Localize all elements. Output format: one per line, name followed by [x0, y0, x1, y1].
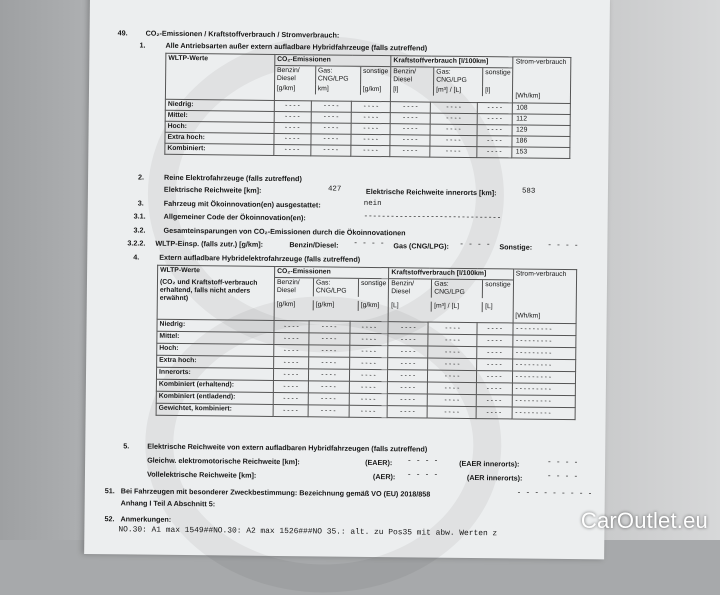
table2-cell-dash: - - - - — [349, 357, 388, 369]
table1-fuel-group — [390, 56, 513, 103]
section-3-2-number: 3.2. — [133, 225, 146, 235]
table2-cell-dash: - - - - — [428, 322, 477, 335]
table2-cell-dash: - - - - — [350, 321, 389, 333]
table1-cell-dash: - - - - — [430, 146, 477, 157]
section-51-number: 51. — [104, 486, 115, 496]
table1-header-fuel: Kraftstoffverbrauch [l/100km] — [391, 56, 512, 68]
table1-cell-dash: - - - - — [390, 146, 430, 157]
table2-cell-strom: - - - - - - - - - — [512, 347, 575, 360]
oekoinnovation-code-value: ------------------------------- — [363, 212, 502, 223]
table2-cell-dash: - - - - — [309, 321, 350, 333]
table2-cell-dash: - - - - — [273, 404, 308, 416]
table2-cell-dash: - - - - — [349, 393, 388, 405]
table2-header-sonstige: sonstige — [360, 279, 387, 288]
table1-cell-dash: - - - - — [430, 102, 477, 113]
section-49-number: 49. — [117, 28, 128, 38]
table2-header-fuel-benzin: Benzin/ Diesel — [389, 279, 432, 297]
einsp-gas-value: - - - - — [459, 240, 491, 250]
table1-cell-dash: - - - - — [310, 134, 351, 145]
table2-header-fuel: Kraftstoffverbrauch [l/100km] — [389, 268, 512, 280]
table2-cell-dash: - - - - — [274, 320, 309, 332]
table1-cell-dash: - - - - — [310, 145, 351, 156]
vollelektrische-reichweite-label: Vollelektrische Reichweite [km]: — [146, 469, 257, 480]
table2-cell-dash: - - - - — [308, 357, 349, 369]
table2-cell-dash: - - - - — [476, 407, 512, 419]
section-3-number: 3. — [137, 198, 144, 208]
table1-cell-dash: - - - - — [311, 112, 352, 123]
table2-header-strom: Strom-verbrauch — [515, 270, 567, 279]
section-49-title: CO₂-Emissionen / Kraftstoffverbrauch / Stromverbrauch: — [145, 28, 340, 40]
table2-cell-dash: - - - - — [349, 381, 388, 393]
table2-cell-dash: - - - - — [477, 335, 513, 347]
table1-row-label: Hoch: — [165, 121, 274, 133]
table2-header-co2: CO₂-Emissionen — [275, 267, 388, 279]
table1-cell-dash: - - - - — [430, 135, 477, 146]
reichweite-innerorts-value: 583 — [521, 187, 536, 196]
section-4-number: 4. — [133, 252, 140, 262]
table1-cell-dash: - - - - — [390, 135, 430, 146]
table2-cell-dash: - - - - — [349, 405, 388, 417]
table2-row-label: Niedrig: — [157, 319, 274, 332]
table2-cell-dash: - - - - — [273, 380, 308, 392]
wltp-einsp-label: WLTP-Einsp. (falls zutr.) [g/km]: — [155, 238, 264, 249]
table2-cell-strom: - - - - - - - - - — [512, 359, 575, 372]
subsection-1-number: 1. — [139, 40, 146, 50]
table1-cell-dash: - - - - — [476, 147, 512, 158]
section-5-title: Elektrische Reichweite von extern aufladbaren Hybridfahrzeugen (falls zutreffend) — [147, 441, 428, 454]
table2-fuel-group — [388, 268, 513, 323]
eaer-label: (EAER): — [365, 457, 393, 468]
table1-cell-dash: - - - - — [351, 134, 390, 145]
section-4-title: Extern aufladbare Hybridelektrofahrzeuge (falls zutreffend) — [159, 252, 361, 264]
table2-cell-dash: - - - - — [428, 370, 477, 383]
table1-unit-strom: [Wh/km] — [515, 92, 541, 100]
section-52-text: NO.30: A1 max 1549##NO.30: A2 max 1526###NO 35.: alt. zu Pos35 mit abw. Werten z — [118, 525, 498, 539]
eaer-innerorts-value: - - - - — [547, 458, 579, 468]
table2-unit-co2-gas: [g/km] — [314, 300, 359, 310]
table1-header-fuel-sonstige: sonstige — [485, 69, 511, 77]
table2-header-gas: Gas: CNG/LPG — [314, 278, 359, 296]
background-right — [600, 0, 720, 540]
table1-cell-dash: - - - - — [311, 123, 352, 134]
table1-cell-dash: - - - - — [274, 133, 311, 144]
eaer-value: - - - - — [407, 457, 439, 466]
table1-cell-dash: - - - - — [476, 136, 512, 147]
caroutlet-logo: CarOutlet.eu — [580, 508, 708, 533]
table1-cell-dash: - - - - — [351, 145, 390, 156]
table2-unit-co2-sonstige: [g/km] — [360, 301, 380, 310]
section-51-value: - - - - - - - - - — [516, 489, 593, 499]
table2-unit-co2-benzin: [g/km] — [275, 300, 314, 310]
table1-header-wltp: WLTP-Werte — [165, 53, 274, 100]
gesamteinsparungen-label: Gesamteinsparungen von CO₂-Emissionen durch die Ökoinnovationen — [163, 225, 406, 238]
table2-cell-dash: - - - - — [428, 358, 477, 371]
table2-row-label: Kombiniert (erhaltend): — [156, 379, 273, 392]
table2-strom-header-cell — [513, 269, 577, 324]
table2-cell-dash: - - - - — [388, 358, 428, 370]
table1-unit-co2-benzin: [g/km] — [275, 84, 316, 94]
subsection-1-title: Alle Antriebsarten außer extern aufladbare Hybridfahrzeuge (falls zutreffend) — [165, 40, 428, 53]
table1-cell-dash: - - - - — [351, 123, 390, 134]
section-52-title: Anmerkungen: — [120, 514, 172, 524]
table1-cell-strom: 153 — [512, 147, 570, 159]
table2-row-label: Innerorts: — [156, 367, 273, 380]
oekoinnovation-label: Fahrzeug mit Ökoinnovation(en) ausgestattet: — [163, 198, 321, 210]
table2-cell-strom: - - - - - - - - - — [513, 323, 576, 336]
section-2-number: 2. — [138, 172, 145, 182]
table2-cell-dash: - - - - — [308, 369, 349, 381]
table2-cell-dash: - - - - — [388, 322, 428, 334]
reichweite-label: Elektrische Reichweite [km]: — [163, 184, 262, 195]
wltp-table-2 — [156, 265, 578, 420]
table1-header-benzin: Benzin/ Diesel — [275, 66, 316, 84]
table2-cell-dash: - - - - — [349, 369, 388, 381]
section-3-1-number: 3.1. — [133, 211, 146, 221]
table2-cell-dash: - - - - — [428, 382, 477, 395]
table1-cell-dash: - - - - — [274, 100, 311, 111]
table1-cell-dash: - - - - — [274, 111, 311, 122]
table2-row-label: Gewichtet, kombiniert: — [156, 403, 273, 416]
table1-header-fuel-gas: Gas: CNG/LPG — [434, 68, 483, 87]
table2-cell-dash: - - - - — [349, 333, 388, 345]
table2-cell-dash: - - - - — [477, 347, 513, 359]
table2-header-benzin: Benzin/ Diesel — [275, 278, 314, 296]
table2-cell-dash: - - - - — [388, 346, 428, 358]
table2-cell-dash: - - - - — [477, 323, 513, 335]
table1-cell-dash: - - - - — [430, 113, 477, 124]
table1-co2-group — [274, 54, 391, 101]
table1-cell-dash: - - - - — [352, 101, 391, 112]
table1-cell-dash: - - - - — [477, 114, 513, 125]
table2-header-note: (CO₂ und Kraftstoff-verbrauch erhaltend, falls nicht anders erwähnt) — [159, 278, 258, 303]
section-51-text2: Anhang I Teil A Abschnitt 5: — [120, 498, 216, 509]
table2-cell-dash: - - - - — [388, 382, 428, 394]
table2-cell-dash: - - - - — [428, 334, 477, 347]
table1-unit-co2-gas: km] — [316, 84, 361, 94]
section-5-number: 5. — [123, 441, 130, 451]
table2-co2-group — [274, 266, 389, 321]
table2-row-label: Hoch: — [157, 343, 274, 356]
table1-header-co2: CO₂-Emissionen — [275, 55, 390, 67]
table2-cell-dash: - - - - — [308, 381, 349, 393]
table1-unit-fuel-gas: [m³] / [L] — [434, 86, 483, 97]
table2-cell-strom: - - - - - - - - - — [512, 395, 575, 408]
table1-cell-dash: - - - - — [274, 144, 311, 155]
einsp-sonstige-value: - - - - — [547, 241, 579, 251]
table2-header-wltp-cell — [157, 265, 275, 320]
table1-cell-dash: - - - - — [430, 124, 477, 135]
table1-cell-dash: - - - - — [311, 101, 352, 112]
table2-cell-dash: - - - - — [273, 392, 308, 404]
eaer-innerorts-label: (EAER innerorts): — [459, 458, 520, 469]
gleichw-reichweite-label: Gleichw. elektromotorische Reichweite [km]: — [147, 455, 300, 467]
table2-header-fuel-gas: Gas: CNG/LPG — [432, 280, 483, 299]
table2-cell-dash: - - - - — [388, 334, 428, 346]
table1-cell-dash: - - - - — [390, 113, 430, 124]
section-51-text: Bei Fahrzeugen mit besonderer Zweckbestimmung: Bezeichnung gemäß VO (EU) 2018/858 — [120, 486, 431, 499]
table1-header-fuel-benzin: Benzin/ Diesel — [391, 67, 434, 85]
section-52-number: 52. — [104, 514, 115, 524]
table2-cell-dash: - - - - — [273, 368, 308, 380]
aer-innerorts-label: (AER innerorts): — [466, 472, 523, 483]
table2-cell-dash: - - - - — [387, 406, 427, 418]
table2-cell-dash: - - - - — [476, 383, 512, 395]
table2-row-label: Kombiniert (entladend): — [156, 391, 273, 404]
reichweite-innerorts-label: Elektrische Reichweite innerorts [km]: — [365, 186, 497, 198]
oekoinnovation-value: nein — [363, 199, 382, 209]
table2-unit-fuel-sonstige: [L] — [485, 303, 493, 311]
table2-cell-dash: - - - - — [476, 359, 512, 371]
einsp-gas-label: Gas (CNG/LPG): — [393, 241, 449, 251]
table1-cell-dash: - - - - — [351, 112, 390, 123]
section-2-title: Reine Elektrofahrzeuge (falls zutreffend) — [164, 172, 302, 184]
einsp-benzin-value: - - - - — [353, 239, 385, 249]
table2-cell-dash: - - - - — [274, 344, 309, 356]
table1-unit-fuel-sonstige: [l] — [485, 87, 491, 95]
table2-cell-strom: - - - - - - - - - — [512, 383, 575, 396]
table1-cell-strom: 129 — [512, 125, 570, 137]
table2-cell-dash: - - - - — [476, 395, 512, 407]
table2-unit-strom: [Wh/km] — [515, 312, 541, 320]
reichweite-value: 427 — [327, 185, 342, 194]
table2-cell-dash: - - - - — [427, 406, 476, 419]
table1-cell-strom: 186 — [512, 136, 570, 148]
table1-cell-dash: - - - - — [274, 122, 311, 133]
table2-cell-strom: - - - - - - - - - — [512, 371, 575, 384]
table1-header-gas: Gas: CNG/LPG — [316, 66, 361, 84]
table2-cell-dash: - - - - — [388, 370, 428, 382]
table2-cell-strom: - - - - - - - - - — [512, 335, 575, 348]
table1-unit-co2-sonstige: [g/km] — [362, 85, 382, 94]
table2-row-label: Mittel: — [157, 331, 274, 344]
table1-cell-dash: - - - - — [477, 125, 513, 136]
aer-innerorts-value: - - - - — [546, 472, 579, 482]
table2-cell-dash: - - - - — [308, 405, 349, 417]
table1-cell-dash: - - - - — [390, 124, 430, 135]
table2-cell-dash: - - - - — [308, 345, 349, 357]
table1-header-sonstige: sonstige — [362, 67, 389, 76]
section-3-2-2-number: 3.2.2. — [127, 238, 146, 248]
einsp-sonstige-label: Sonstige: — [499, 242, 533, 252]
table2-cell-dash: - - - - — [388, 394, 428, 406]
table1-strom-header-cell — [513, 57, 571, 104]
table2-cell-dash: - - - - — [428, 394, 477, 407]
table1-row-label: Kombiniert: — [165, 143, 274, 155]
table2-row-label: Extra hoch: — [157, 355, 274, 368]
table2-header-fuel-sonstige: sonstige — [485, 281, 511, 289]
wltp-table-1 — [164, 53, 571, 159]
table2-cell-dash: - - - - — [349, 345, 388, 357]
table2-unit-fuel-gas: [m³] / [L] — [432, 302, 483, 313]
table1-row-label: Extra hoch: — [165, 132, 274, 144]
table2-cell-strom: - - - - - - - - - — [512, 407, 575, 420]
table2-header-wltp: WLTP-Werte — [160, 266, 200, 275]
table1-cell-dash: - - - - — [477, 103, 513, 114]
table2-cell-dash: - - - - — [274, 356, 309, 368]
einsp-benzin-label: Benzin/Diesel: — [289, 240, 339, 250]
table2-cell-dash: - - - - — [309, 333, 350, 345]
table2-cell-dash: - - - - — [476, 371, 512, 383]
table2-cell-dash: - - - - — [308, 393, 349, 405]
table1-cell-strom: 108 — [513, 103, 571, 115]
document-page — [84, 0, 610, 559]
oekoinnovation-code-label: Allgemeiner Code der Ökoinnovation(en): — [163, 211, 306, 223]
table2-unit-fuel-benzin: [L] — [389, 301, 432, 311]
table2-cell-dash: - - - - — [428, 346, 477, 359]
table1-header-strom: Strom-verbrauch — [515, 58, 567, 66]
aer-value: - - - - — [406, 471, 439, 480]
table1-unit-fuel-benzin: [l] — [391, 85, 434, 95]
aer-label: (AER): — [372, 471, 396, 482]
table1-cell-strom: 112 — [513, 114, 571, 126]
table1-row-label: Mittel: — [165, 110, 274, 122]
table2-cell-dash: - - - - — [274, 332, 309, 344]
table1-row-label: Niedrig: — [165, 99, 274, 111]
table1-cell-dash: - - - - — [390, 102, 430, 113]
